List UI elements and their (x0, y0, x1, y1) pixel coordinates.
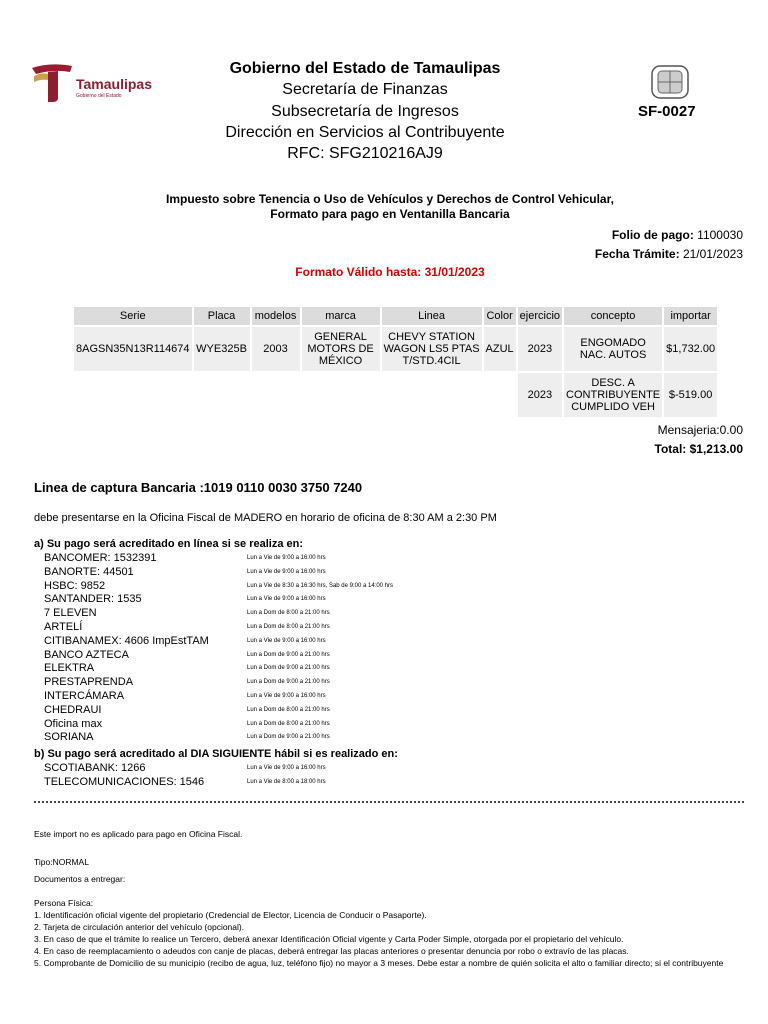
cell-ejercicio: 2023 (518, 327, 562, 371)
footer-item-3: 3. En caso de que el trámite lo realice un Tercero, deberá anexar Identificación Oficial vigente y Carta Poder Simple, otorgada por el propietario del vehículo. (34, 934, 624, 944)
bank-name: 7 ELEVEN (44, 607, 97, 620)
total-amount: Total: $1,213.00 (654, 442, 743, 456)
bank-name: INTERCÁMARA (44, 690, 125, 702)
col-marca: marca (302, 307, 380, 325)
bank-hours: Lun a Vie de 9:00 a 16:00 hrs (247, 555, 326, 561)
table-row (74, 327, 717, 371)
bank-name: PRESTAPRENDA (44, 676, 134, 689)
items-table (72, 305, 719, 419)
cell-concepto: ENGOMADO NAC. AUTOS (564, 327, 662, 371)
cell-placa: WYE325B (194, 327, 250, 371)
fecha-tramite (595, 247, 743, 261)
cell-importar: $1,732.00 (664, 327, 717, 371)
cell-importar: $-519.00 (664, 373, 717, 417)
footer-item-2: 2. Tarjeta de circulación anterior del vehículo (opcional). (34, 922, 245, 932)
section-a-heading: a) Su pago será acreditado en línea si se realiza en: (34, 538, 303, 550)
bank-hours: Lun a Dom de 8:00 a 21:00 hrs (247, 706, 330, 713)
logo-subtitle: Gobierno del Estado (76, 93, 122, 99)
bank-name: BANCOMER: 1532391 (44, 552, 157, 564)
bank-hours: Lun a Vie de 8:30 a 16:30 hrs, Sab de 9:00 a 14:00 hrs (247, 582, 394, 589)
col-placa: Placa (194, 307, 250, 325)
col-concepto: concepto (564, 307, 662, 325)
bank-hours: Lun a Vie de 9:00 a 16:00 hrs (247, 596, 326, 603)
footer-item-4: 4. En caso de reemplacamiento o adeudos con canje de placas, deberá entregar las placas anteriores o presentar denuncia por robo o extravío de las placas. (34, 946, 629, 956)
linea-captura: Linea de captura Bancaria :1019 0110 0030 3750 7240 (34, 480, 363, 495)
table-row (74, 373, 717, 417)
bank-name: CHEDRAUI (44, 703, 102, 716)
header-government: Gobierno del Estado de Tamaulipas (229, 60, 501, 77)
footer-documentos: Documentos a entregar: (34, 874, 126, 884)
bank-hours: Lun a Vie de 9:00 a 16:00 hrs (247, 765, 326, 771)
bank-hours: Lun a Dom de 9:00 a 21:00 hrs (247, 734, 330, 741)
footer-item-5: 5. Comprobante de Domicilio de su municipio (recibo de agua, luz, teléfono fijo) no mayor a 3 meses. Debe estar a nombre de quién solicita el alto o familiar directo; si el contribuyente (34, 958, 724, 968)
cell-serie: 8AGSN35N13R114674 (74, 327, 192, 371)
cell-ejercicio: 2023 (518, 373, 562, 417)
footer-item-1: 1. Identificación oficial vigente del propietario (Credencial de Elector, Licencia de Conducir o Pasaporte). (34, 910, 427, 920)
bank-name: SORIANA (44, 731, 94, 744)
header-rfc: RFC: SFG210216AJ9 (287, 145, 443, 162)
bank-name: BANORTE: 44501 (44, 565, 134, 578)
footer-tipo: Tipo:NORMAL (34, 857, 89, 867)
cell-concepto: DESC. A CONTRIBUYENTE CUMPLIDO VEH (564, 373, 662, 417)
bank-name: SCOTIABANK: 1266 (44, 762, 146, 774)
dotted-divider (34, 801, 744, 803)
col-serie: Serie (74, 307, 192, 325)
folio-label: Folio de pago: (611, 228, 694, 242)
bank-hours: Lun a Vie de 9:00 a 16:00 hrs (247, 693, 326, 699)
title-line-1: Impuesto sobre Tenencia o Uso de Vehículos y Derechos de Control Vehicular, (166, 192, 614, 206)
bank-hours: Lun a Vie de 9:00 a 16:00 hrs (247, 637, 326, 644)
header-subsecretaria: Subsecretaría de Ingresos (271, 103, 459, 120)
bank-name: BANCO AZTECA (44, 648, 129, 661)
state-seal (650, 64, 690, 100)
header-secretaria: Secretaría de Finanzas (282, 81, 448, 98)
cell-marca: GENERAL MOTORS DE MÉXICO (302, 327, 380, 371)
bank-name: SANTANDER: 1535 (44, 593, 142, 606)
bank-name: TELECOMUNICACIONES: 1546 (44, 776, 205, 788)
valid-until: Formato Válido hasta: 31/01/2023 (295, 265, 485, 279)
col-ejercicio: ejercicio (518, 307, 562, 325)
section-b-heading: b) Su pago será acreditado al DIA SIGUIENTE hábil si es realizado en: (34, 748, 398, 760)
tamaulipas-logo-icon (30, 60, 74, 105)
bank-name: ELEKTRA (44, 662, 95, 675)
col-modelos: modelos (252, 307, 300, 325)
bank-hours: Lun a Dom de 9:00 a 21:00 hrs (247, 651, 330, 658)
document-title (100, 192, 680, 222)
folio-pago (612, 228, 743, 242)
mensajeria: Mensajeria:0.00 (657, 423, 743, 437)
fecha-value: 21/01/2023 (682, 247, 743, 261)
bank-name: HSBC: 9852 (44, 579, 106, 592)
fecha-label: Fecha Trámite: (594, 247, 680, 261)
bank-hours: Lun a Dom de 8:00 a 21:00 hrs (247, 720, 330, 727)
header-direccion: Dirección en Servicios al Contribuyente (225, 124, 505, 141)
folio-value: 1100030 (697, 228, 743, 242)
bank-hours: Lun a Dom de 9:00 a 21:00 hrs (247, 665, 330, 672)
bank-hours: Lun a Dom de 8:00 a 21:00 hrs (247, 610, 330, 617)
form-code: SF-0027 (638, 103, 696, 120)
col-importar: importar (664, 307, 717, 325)
tamaulipas-logo (30, 60, 160, 105)
bank-hours: Lun a Dom de 9:00 a 21:00 hrs (247, 679, 330, 686)
state-seal-icon (650, 64, 690, 100)
footer-persona: Persona Física: (34, 898, 94, 908)
table-header-row (74, 307, 717, 325)
col-linea: Linea (382, 307, 482, 325)
col-color: Color (484, 307, 516, 325)
footer-note: Este import no es aplicado para pago en Oficina Fiscal. (34, 829, 243, 839)
cell-linea: CHEVY STATION WAGON LS5 PTAS T/STD.4CIL (382, 327, 482, 371)
bank-hours: Lun a Dom de 8:00 a 21:00 hrs (247, 624, 330, 630)
bank-name: ARTELÍ (44, 621, 83, 633)
bank-hours: Lun a Vie de 9:00 a 16:00 hrs (247, 568, 326, 575)
title-line-2: Formato para pago en Ventanilla Bancaria (270, 207, 510, 221)
cell-color: AZUL (484, 327, 516, 371)
oficina-text: debe presentarse en la Oficina Fiscal de MADERO en horario de oficina de 8:30 AM a 2:30 PM (34, 512, 497, 524)
logo-name: Tamaulipas (76, 76, 152, 92)
bank-name: CITIBANAMEX: 4606 ImpEstTAM (44, 634, 209, 647)
bank-name: Oficina max (44, 717, 103, 730)
bank-hours: Lun a Vie de 8:00 a 18:00 hrs (247, 779, 326, 785)
cell-modelos: 2003 (252, 327, 300, 371)
